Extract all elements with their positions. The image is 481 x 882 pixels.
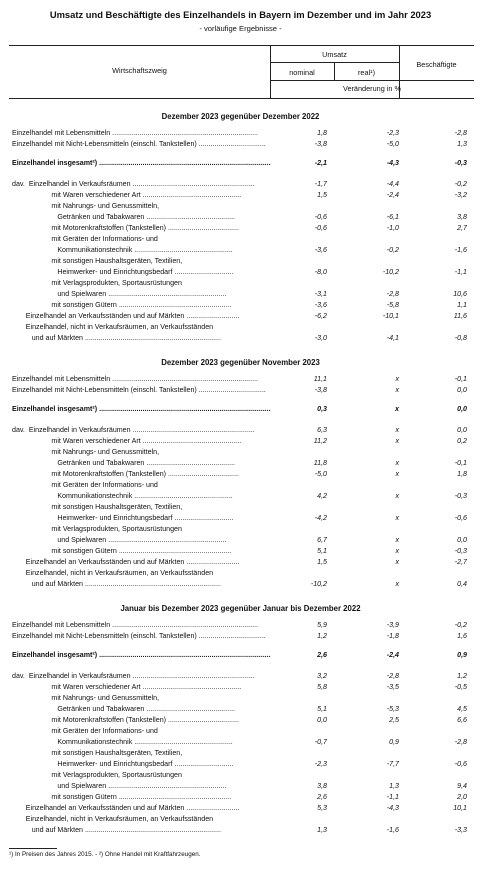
value-real: -2,3: [386, 129, 399, 137]
value-nominal: 11,2: [313, 437, 327, 445]
table-row: [0, 770, 481, 781]
value-employees: 1,2: [457, 672, 467, 680]
value-employees: -0,3: [454, 492, 467, 500]
value-nominal: 4,2: [317, 492, 327, 500]
value-real: x: [395, 426, 399, 434]
value-nominal: 1,3: [317, 826, 327, 834]
value-real: -1,0: [386, 224, 399, 232]
value-employees: -2,7: [454, 558, 467, 566]
row-label: dav. Einzelhandel in Verkaufsräumen ..............................................................: [12, 426, 255, 434]
row-label: Kommunikationstechnik ..................................................: [12, 738, 233, 746]
table-row: [0, 128, 481, 139]
value-nominal: 3,8: [317, 782, 327, 790]
table-row: [0, 704, 481, 715]
value-nominal: 0,3: [317, 405, 327, 413]
table-row: [0, 803, 481, 814]
row-label: Einzelhandel insgesamt²) .......................................................................................: [12, 651, 271, 659]
table-row: [0, 546, 481, 557]
value-real: -5,3: [386, 705, 399, 713]
table-row: [0, 333, 481, 344]
row-label: mit Geräten der Informations- und: [12, 235, 158, 243]
value-employees: -0,2: [454, 621, 467, 629]
value-employees: 0,9: [457, 651, 467, 659]
value-nominal: 0,0: [317, 716, 327, 724]
value-employees: 1,6: [457, 632, 467, 640]
table-row: [0, 385, 481, 396]
row-label: und auf Märkten .....................................................................: [12, 826, 221, 834]
value-real: -4,3: [386, 159, 399, 167]
value-real: x: [395, 558, 399, 566]
table-row: [0, 682, 481, 693]
value-real: -1,8: [386, 632, 399, 640]
table-row: [0, 524, 481, 535]
value-employees: 1,8: [457, 470, 467, 478]
value-employees: -0,2: [454, 180, 467, 188]
value-real: x: [395, 514, 399, 522]
section-heading: Januar bis Dezember 2023 gegenüber Januar bis Dezember 2022: [120, 604, 361, 613]
value-real: 1,3: [389, 782, 399, 790]
table-row: [0, 631, 481, 642]
value-nominal: 5,1: [317, 547, 327, 555]
row-label: mit Geräten der Informations- und: [12, 727, 158, 735]
value-nominal: -6,2: [314, 312, 327, 320]
table-row: [0, 158, 481, 169]
value-nominal: 1,5: [317, 191, 327, 199]
row-label: mit Motorenkraftstoffen (Tankstellen) ....................................: [12, 224, 239, 232]
section-heading: Dezember 2023 gegenüber November 2023: [161, 358, 320, 367]
section-heading: Dezember 2023 gegenüber Dezember 2022: [161, 112, 320, 121]
value-employees: -0,5: [454, 683, 467, 691]
table-title: Umsatz und Beschäftigte des Einzelhandels in Bayern im Dezember und im Jahr 2023: [49, 9, 432, 20]
value-employees: 2,0: [457, 793, 467, 801]
table-row: [0, 223, 481, 234]
table-row: [0, 535, 481, 546]
row-label: mit Motorenkraftstoffen (Tankstellen) ....................................: [12, 470, 239, 478]
table-row: [0, 557, 481, 568]
value-nominal: -2,1: [314, 159, 327, 167]
value-nominal: 11,8: [313, 459, 327, 467]
value-nominal: -0,6: [314, 213, 327, 221]
value-nominal: 3,2: [317, 672, 327, 680]
row-label: Einzelhandel mit Nicht-Lebensmitteln (einschl. Tankstellen) ..................................: [12, 386, 266, 394]
value-nominal: 1,5: [317, 558, 327, 566]
value-nominal: -3,6: [314, 246, 327, 254]
value-nominal: -3,8: [314, 140, 327, 148]
value-employees: -1,1: [454, 268, 467, 276]
row-label: dav. Einzelhandel in Verkaufsräumen ..............................................................: [12, 672, 255, 680]
row-label: Heimwerker- und Einrichtungsbedarf ..............................: [12, 760, 234, 768]
row-label: mit Waren verschiedener Art ..................................................: [12, 683, 242, 691]
value-nominal: 1,8: [317, 129, 327, 137]
table-row: [0, 425, 481, 436]
table-row: [0, 737, 481, 748]
value-real: x: [395, 386, 399, 394]
value-nominal: -3,8: [314, 386, 327, 394]
table-row: [0, 139, 481, 150]
value-employees: 0,4: [457, 580, 467, 588]
footnote-divider: [9, 848, 57, 849]
table-row: [0, 480, 481, 491]
table-row: [0, 469, 481, 480]
header-real: real¹): [357, 68, 376, 77]
row-label: Einzelhandel an Verkaufsständen und auf Märkten ...........................: [12, 312, 240, 320]
value-nominal: 6,3: [317, 426, 327, 434]
value-real: x: [395, 437, 399, 445]
value-nominal: 5,9: [317, 621, 327, 629]
value-employees: -0,6: [454, 760, 467, 768]
value-real: -5,8: [386, 301, 399, 309]
value-employees: -0,1: [454, 375, 467, 383]
row-label: Kommunikationstechnik ..................................................: [12, 246, 233, 254]
row-label: mit sonstigen Haushaltsgeräten, Textilien,: [12, 503, 183, 511]
value-real: -2,8: [386, 290, 399, 298]
value-nominal: 1,2: [317, 632, 327, 640]
row-label: Getränken und Tabakwaren .............................................: [12, 213, 236, 221]
row-label: Einzelhandel, nicht in Verkaufsräumen, an Verkaufsständen: [12, 815, 214, 823]
row-label: mit Verlagsprodukten, Sportausrüstungen: [12, 525, 182, 533]
table-row: [0, 404, 481, 415]
value-employees: 1,1: [457, 301, 467, 309]
header-divider: [270, 80, 474, 81]
value-real: x: [395, 405, 399, 413]
value-real: -6,1: [386, 213, 399, 221]
value-employees: -3,3: [454, 826, 467, 834]
row-label: mit Verlagsprodukten, Sportausrüstungen: [12, 279, 182, 287]
row-label: und Spielwaren ............................................................: [12, 290, 227, 298]
row-label: Einzelhandel mit Lebensmitteln ..........................................................................: [12, 129, 259, 137]
table-row: [0, 436, 481, 447]
value-employees: -0,3: [454, 159, 467, 167]
value-employees: 11,6: [453, 312, 467, 320]
table-row: [0, 579, 481, 590]
table-row: [0, 781, 481, 792]
value-real: x: [395, 459, 399, 467]
table-row: [0, 300, 481, 311]
table-row: [0, 289, 481, 300]
row-label: Einzelhandel, nicht in Verkaufsräumen, an Verkaufsständen: [12, 323, 214, 331]
value-nominal: 11,1: [313, 375, 327, 383]
value-real: -10,1: [382, 312, 399, 320]
value-real: x: [395, 375, 399, 383]
header-divider: [270, 62, 399, 63]
table-row: [0, 759, 481, 770]
row-label: Einzelhandel insgesamt²) .......................................................................................: [12, 159, 271, 167]
header-nominal: nominal: [289, 68, 315, 77]
header-employees: Beschäftigte: [416, 60, 457, 69]
value-real: 2,5: [389, 716, 399, 724]
value-real: x: [395, 536, 399, 544]
value-real: -3,5: [386, 683, 399, 691]
row-label: Einzelhandel an Verkaufsständen und auf Märkten ...........................: [12, 558, 240, 566]
table-row: [0, 693, 481, 704]
value-employees: -2,8: [454, 738, 467, 746]
value-employees: -0,1: [454, 459, 467, 467]
row-label: mit Waren verschiedener Art ..................................................: [12, 437, 242, 445]
value-nominal: 2,6: [317, 793, 327, 801]
value-employees: -1,6: [454, 246, 467, 254]
value-employees: 0,0: [457, 536, 467, 544]
value-real: -1,6: [386, 826, 399, 834]
value-nominal: -0,7: [314, 738, 327, 746]
value-real: -4,1: [386, 334, 399, 342]
value-employees: -0,8: [454, 334, 467, 342]
value-real: -0,2: [386, 246, 399, 254]
value-real: x: [395, 492, 399, 500]
value-real: -10,2: [382, 268, 399, 276]
table-row: [0, 825, 481, 836]
table-row: [0, 212, 481, 223]
table-row: [0, 491, 481, 502]
row-label: mit Geräten der Informations- und: [12, 481, 158, 489]
value-employees: 10,1: [453, 804, 467, 812]
table-row: [0, 374, 481, 385]
value-employees: 1,3: [457, 140, 467, 148]
footnote: ¹) In Preisen des Jahres 2015. - ²) Ohne Handel mit Kraftfahrzeugen.: [9, 851, 201, 858]
table-row: [0, 502, 481, 513]
table-row: [0, 179, 481, 190]
value-nominal: 5,3: [317, 804, 327, 812]
value-real: x: [395, 470, 399, 478]
row-label: Einzelhandel insgesamt²) .......................................................................................: [12, 405, 271, 413]
row-label: Heimwerker- und Einrichtungsbedarf ..............................: [12, 268, 234, 276]
table-row: [0, 715, 481, 726]
value-employees: 6,6: [457, 716, 467, 724]
value-real: -7,7: [386, 760, 399, 768]
table-row: [0, 814, 481, 825]
value-real: -3,9: [386, 621, 399, 629]
row-label: dav. Einzelhandel in Verkaufsräumen ..............................................................: [12, 180, 255, 188]
value-employees: -0,3: [454, 547, 467, 555]
value-employees: 4,5: [457, 705, 467, 713]
row-label: Kommunikationstechnik ..................................................: [12, 492, 233, 500]
table-row: [0, 311, 481, 322]
row-label: Einzelhandel mit Nicht-Lebensmitteln (einschl. Tankstellen) ..................................: [12, 632, 266, 640]
value-nominal: -2,3: [314, 760, 327, 768]
table-row: [0, 650, 481, 661]
value-nominal: -5,0: [314, 470, 327, 478]
row-label: und Spielwaren ............................................................: [12, 782, 227, 790]
row-label: Einzelhandel, nicht in Verkaufsräumen, an Verkaufsständen: [12, 569, 214, 577]
table-row: [0, 447, 481, 458]
value-nominal: -3,0: [314, 334, 327, 342]
table-row: [0, 513, 481, 524]
table-row: [0, 726, 481, 737]
value-nominal: -3,1: [314, 290, 327, 298]
row-label: mit Nahrungs- und Genussmitteln,: [12, 694, 160, 702]
value-nominal: 5,1: [317, 705, 327, 713]
value-nominal: -4,2: [314, 514, 327, 522]
row-label: und auf Märkten .....................................................................: [12, 580, 221, 588]
table-row: [0, 322, 481, 333]
row-label: mit sonstigen Gütern .........................................................: [12, 793, 232, 801]
row-label: mit sonstigen Haushaltsgeräten, Textilien,: [12, 749, 183, 757]
value-nominal: -8,0: [314, 268, 327, 276]
row-label: mit sonstigen Gütern .........................................................: [12, 301, 232, 309]
row-label: Einzelhandel mit Nicht-Lebensmitteln (einschl. Tankstellen) ..................................: [12, 140, 266, 148]
value-employees: 0,0: [457, 426, 467, 434]
value-nominal: 5,8: [317, 683, 327, 691]
value-real: -2,4: [386, 651, 399, 659]
value-employees: 9,4: [457, 782, 467, 790]
row-label: und Spielwaren ............................................................: [12, 536, 227, 544]
row-label: Getränken und Tabakwaren .............................................: [12, 459, 236, 467]
value-real: -4,4: [386, 180, 399, 188]
value-real: 0,9: [389, 738, 399, 746]
value-employees: 0,0: [457, 405, 467, 413]
table-row: [0, 568, 481, 579]
row-label: Getränken und Tabakwaren .............................................: [12, 705, 236, 713]
table-row: [0, 792, 481, 803]
value-employees: 0,0: [457, 386, 467, 394]
table-row: [0, 458, 481, 469]
table-subtitle: - vorläufige Ergebnisse -: [199, 24, 282, 33]
row-label: mit sonstigen Haushaltsgeräten, Textilien,: [12, 257, 183, 265]
table-row: [0, 201, 481, 212]
header-umsatz: Umsatz: [322, 50, 347, 59]
table-row: [0, 671, 481, 682]
value-real: x: [395, 547, 399, 555]
table-row: [0, 256, 481, 267]
row-label: mit Verlagsprodukten, Sportausrüstungen: [12, 771, 182, 779]
value-real: x: [395, 580, 399, 588]
row-label: Einzelhandel an Verkaufsständen und auf Märkten ...........................: [12, 804, 240, 812]
row-label: Einzelhandel mit Lebensmitteln ..........................................................................: [12, 375, 259, 383]
value-employees: 10,6: [453, 290, 467, 298]
value-nominal: 6,7: [317, 536, 327, 544]
table-row: [0, 748, 481, 759]
value-nominal: 2,6: [317, 651, 327, 659]
value-nominal: -10,2: [310, 580, 327, 588]
value-employees: -0,6: [454, 514, 467, 522]
row-label: mit sonstigen Gütern .........................................................: [12, 547, 232, 555]
row-label: Einzelhandel mit Lebensmitteln ..........................................................................: [12, 621, 259, 629]
row-label: mit Nahrungs- und Genussmitteln,: [12, 448, 160, 456]
table-header: [9, 45, 474, 99]
table-row: [0, 234, 481, 245]
row-label: mit Waren verschiedener Art ..................................................: [12, 191, 242, 199]
table-row: [0, 267, 481, 278]
table-row: [0, 278, 481, 289]
header-unit: Veränderung in %: [342, 84, 401, 93]
row-label: Heimwerker- und Einrichtungsbedarf ..............................: [12, 514, 234, 522]
value-real: -4,3: [386, 804, 399, 812]
value-employees: 2,7: [457, 224, 467, 232]
table-row: [0, 190, 481, 201]
table-row: [0, 620, 481, 631]
value-nominal: -0,6: [314, 224, 327, 232]
value-employees: 3,8: [457, 213, 467, 221]
value-employees: -2,8: [454, 129, 467, 137]
value-real: -2,8: [386, 672, 399, 680]
value-real: -5,0: [386, 140, 399, 148]
value-employees: 0,2: [457, 437, 467, 445]
row-label: und auf Märkten .....................................................................: [12, 334, 221, 342]
value-nominal: -1,7: [314, 180, 327, 188]
value-employees: -3,2: [454, 191, 467, 199]
row-label: mit Nahrungs- und Genussmitteln,: [12, 202, 160, 210]
value-nominal: -3,6: [314, 301, 327, 309]
row-label: mit Motorenkraftstoffen (Tankstellen) ....................................: [12, 716, 239, 724]
header-branch: Wirtschaftszweig: [112, 66, 167, 75]
value-real: -2,4: [386, 191, 399, 199]
value-real: -1,1: [386, 793, 399, 801]
table-row: [0, 245, 481, 256]
